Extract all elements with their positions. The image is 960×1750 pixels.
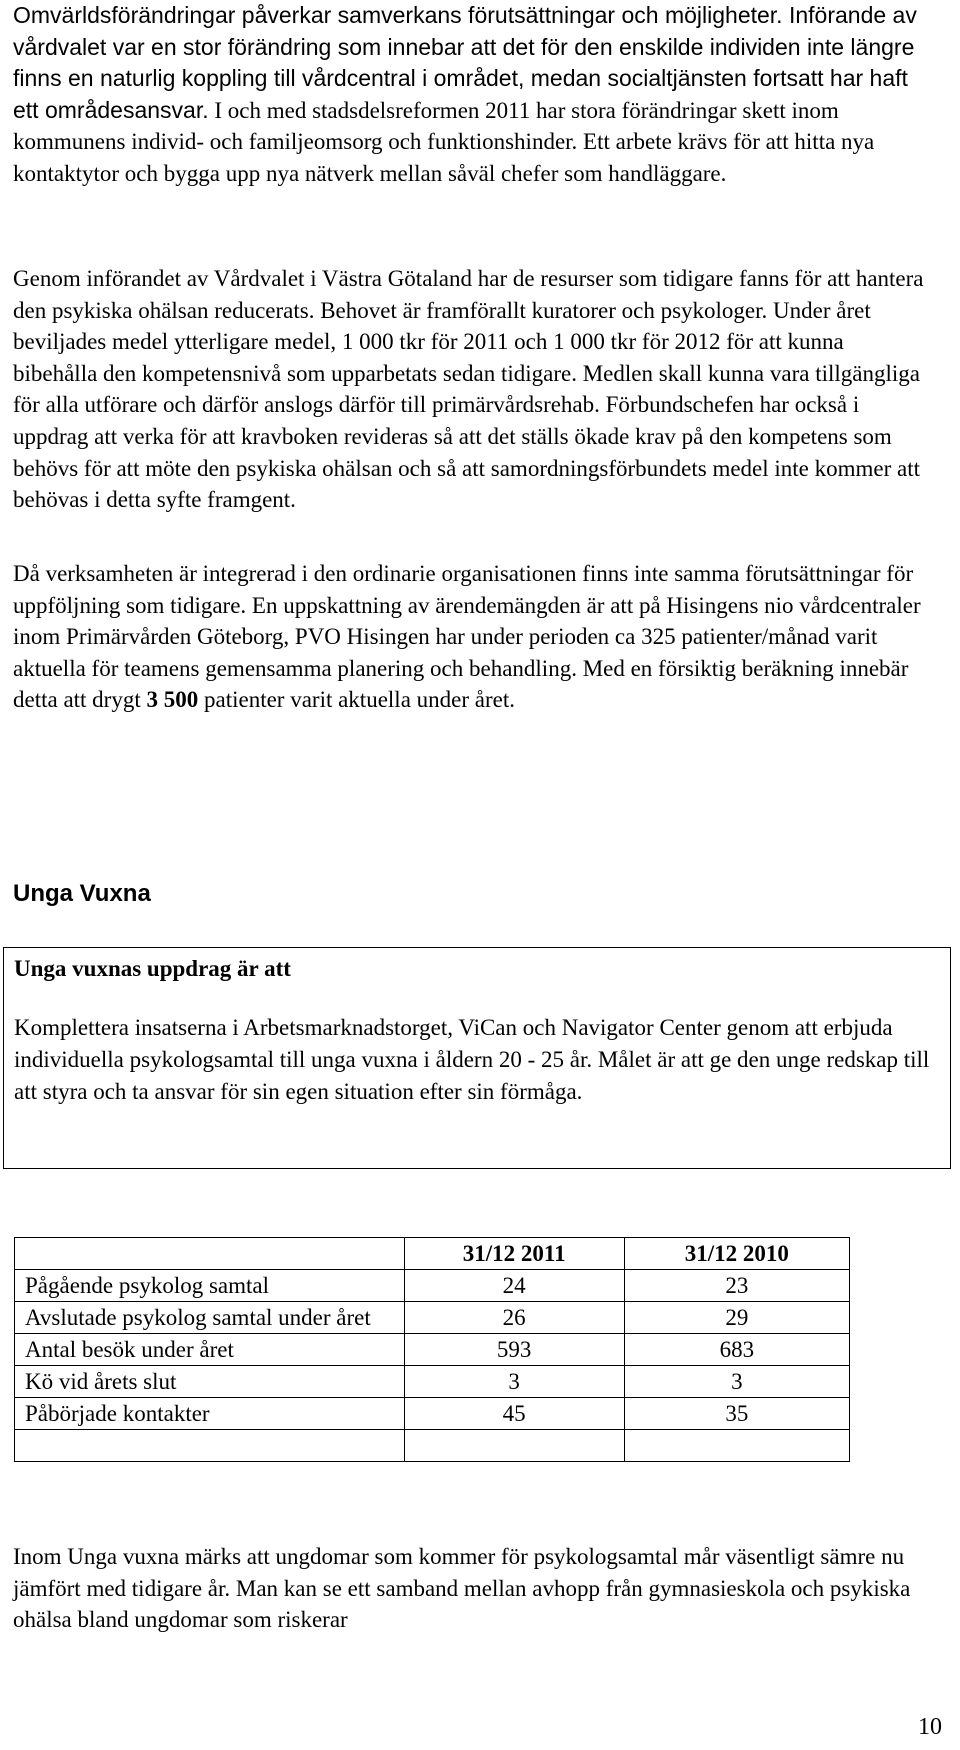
table-header-cell: 31/12 2011 bbox=[404, 1238, 624, 1270]
assignment-title: Unga vuxnas uppdrag är att bbox=[14, 956, 291, 981]
table-cell: 593 bbox=[404, 1334, 624, 1366]
intro-paragraph bbox=[13, 0, 933, 190]
table-cell: 35 bbox=[624, 1398, 849, 1430]
statistics-table bbox=[14, 1237, 850, 1462]
table-row bbox=[15, 1334, 850, 1366]
page-number: 10 bbox=[918, 1714, 942, 1740]
table-cell: 24 bbox=[404, 1270, 624, 1302]
young-adults-paragraph: Inom Unga vuxna märks att ungdomar som kommer för psykologsamtal mår väsentligt sämre nu jämfört med tidigare år. Man kan se ett samband mellan avhopp från gymnasieskola och psykiska ohälsa bland ungdomar som riskerar bbox=[13, 1544, 911, 1633]
patient-count: 3 500 bbox=[146, 687, 199, 713]
table-cell: 26 bbox=[404, 1302, 624, 1334]
intro-serif-text: I och med stadsdelsreformen 2011 har stora förändringar skett inom kommunens individ- och familjeomsorg och funktionshinder. Ett arbete krävs för att hitta nya kontaktytor och bygga upp nya nätverk mellan såväl chefer som handläggare. bbox=[13, 97, 875, 186]
table-cell: Påbörjade kontakter bbox=[15, 1398, 405, 1430]
table-cell: Antal besök under året bbox=[15, 1334, 405, 1366]
followup-end-text: patienter varit aktuella under året. bbox=[204, 687, 515, 713]
table-cell bbox=[404, 1430, 624, 1462]
resources-paragraph: Genom införandet av Vårdvalet i Västra Götaland har de resurser som tidigare fanns för att hantera den psykiska ohälsan reducerats. Behovet är framförallt kuratorer och psykologer. Under året beviljades medel ytterligare medel, 1 000 tkr för 2011 och 1 000 tkr för 2012 för att kunna bibehålla den kompetensnivå som upparbetats sedan tidigare. Medlen skall kunna vara tillgängliga för alla utförare och därför anslogs därför till primärvårdsrehab. Förbundschefen har också i uppdrag att verka för att kravboken revideras så att det ställs ökade krav på den kompetens som behövs för att möte den psykiska ohälsan och så att samordningsförbundets medel inte kommer att behövas i detta syfte framgent. bbox=[13, 266, 924, 513]
assignment-box bbox=[3, 947, 951, 1169]
table-row bbox=[15, 1302, 850, 1334]
table-row bbox=[15, 1270, 850, 1302]
table-cell bbox=[624, 1430, 849, 1462]
table-cell: 3 bbox=[404, 1366, 624, 1398]
table-cell: 29 bbox=[624, 1302, 849, 1334]
table-cell: 683 bbox=[624, 1334, 849, 1366]
table-cell: Kö vid årets slut bbox=[15, 1366, 405, 1398]
table-row bbox=[15, 1366, 850, 1398]
followup-paragraph bbox=[13, 558, 933, 716]
table-cell: 23 bbox=[624, 1270, 849, 1302]
table-cell: Pågående psykolog samtal bbox=[15, 1270, 405, 1302]
table-cell: 45 bbox=[404, 1398, 624, 1430]
table-cell bbox=[15, 1430, 405, 1462]
table-header-row bbox=[15, 1238, 850, 1270]
section-heading: Unga Vuxna bbox=[13, 880, 151, 907]
table-row bbox=[15, 1430, 850, 1462]
table-header-cell bbox=[15, 1238, 405, 1270]
table-cell: 3 bbox=[624, 1366, 849, 1398]
followup-text: Då verksamheten är integrerad i den ordinarie organisationen finns inte samma förutsättningar för uppföljning som tidigare. En uppskattning av ärendemängden är att på Hisingens nio vårdcentraler inom Primärvården Göteborg, PVO Hisingen har under perioden ca 325 patienter/månad varit aktuella för teamens gemensamma planering och behandling. Med en försiktig beräkning innebär detta att drygt bbox=[13, 561, 921, 713]
table-header-cell: 31/12 2010 bbox=[624, 1238, 849, 1270]
assignment-text: Komplettera insatserna i Arbetsmarknadstorget, ViCan och Navigator Center genom att erbjuda individuella psykologsamtal till unga vuxna i åldern 20 - 25 år. Målet är att ge den unge redskap till att styra och ta ansvar för sin egen situation efter sin förmåga. bbox=[14, 1015, 930, 1104]
table-row bbox=[15, 1398, 850, 1430]
table-cell: Avslutade psykolog samtal under året bbox=[15, 1302, 405, 1334]
intro-sans-text: Omvärldsförändringar påverkar samverkans förutsättningar och möjligheter. Införande av vårdvalet var en stor förändring som innebar att det för den enskilde individen inte längre finns en naturlig koppling till vårdcentral i området, medan socialtjänsten fortsatt har haft ett områdesansvar. bbox=[13, 2, 917, 123]
